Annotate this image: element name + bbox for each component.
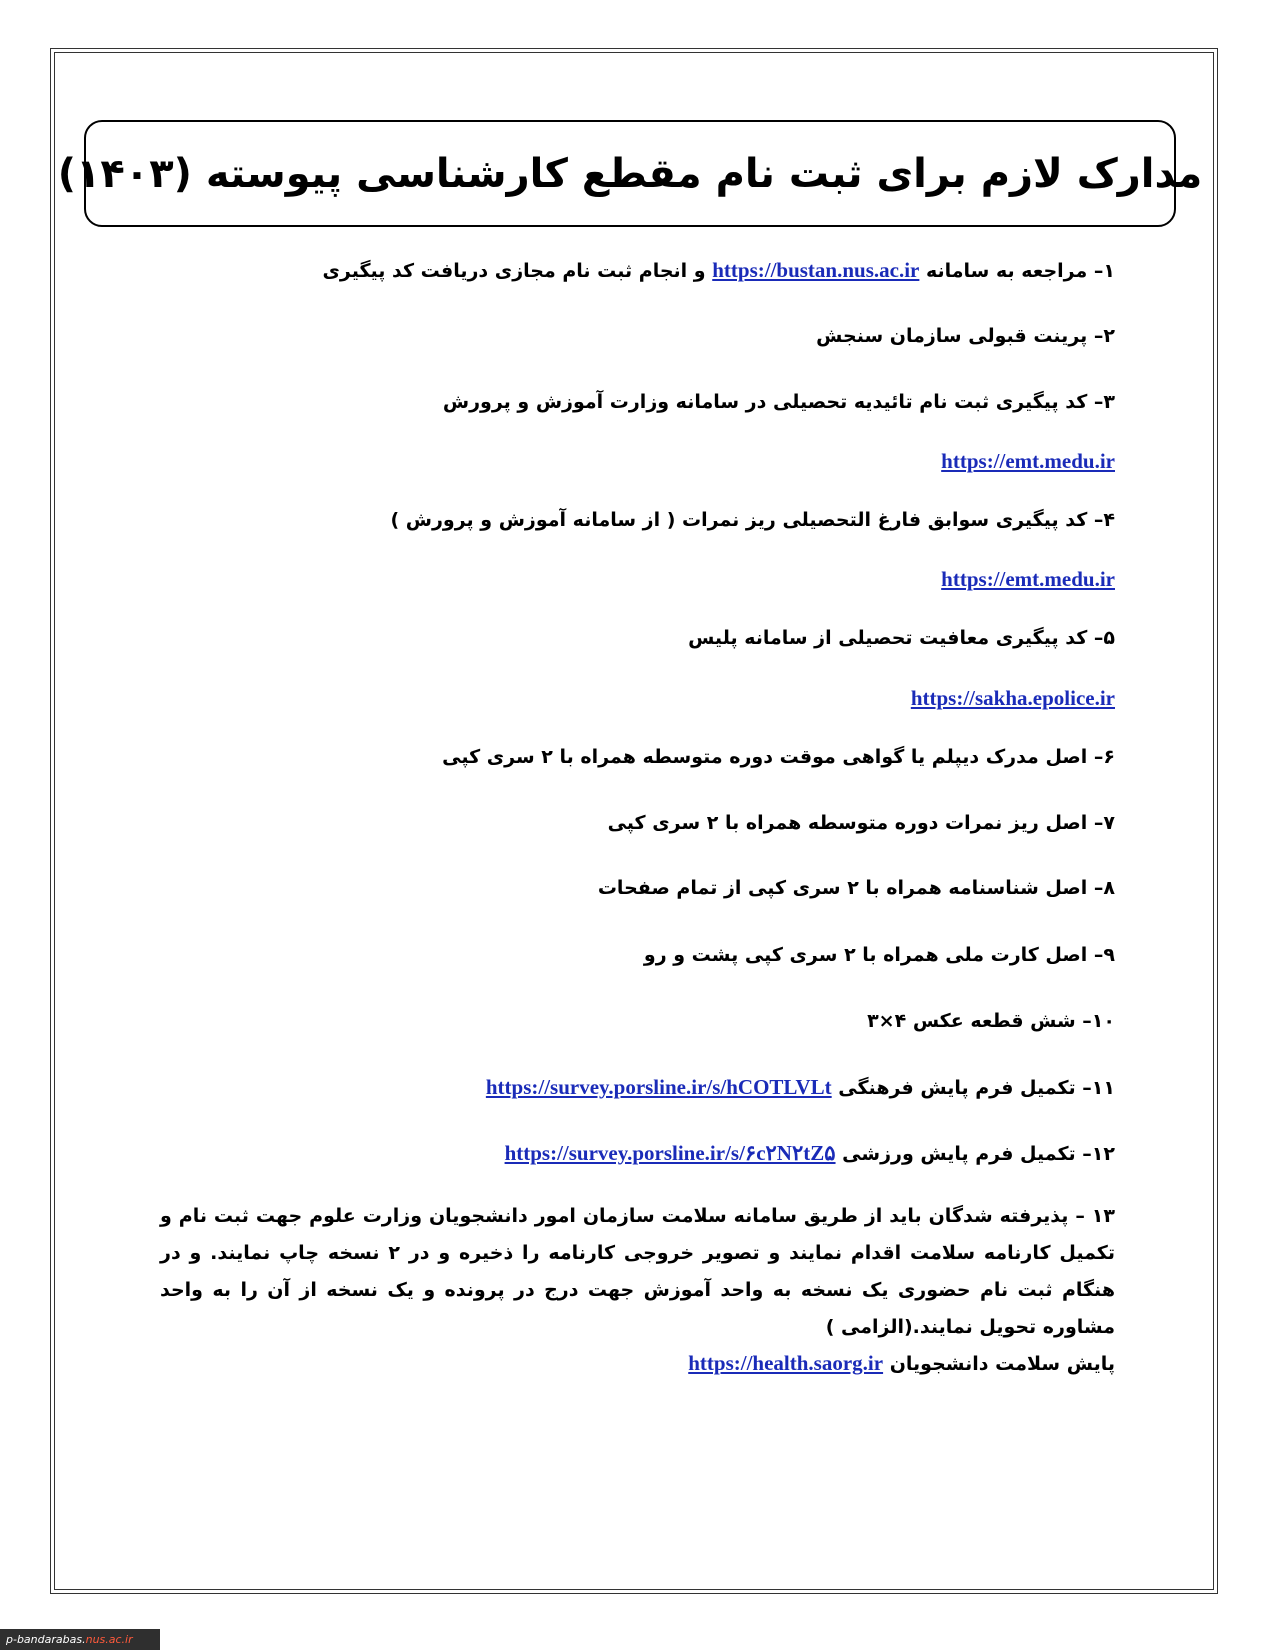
list-item-12 [505,1139,1115,1168]
bustan-link[interactable]: https://bustan.nus.ac.ir [712,258,920,282]
emt-link-2[interactable]: https://emt.medu.ir [941,567,1115,591]
health-monitoring-row [688,1349,1115,1378]
item-1-text-after: و انجام ثبت نام مجازی دریافت کد پیگیری [322,260,713,282]
sports-survey-link[interactable]: https://survey.porsline.ir/s/۶c۲N۲tZ۵ [504,1141,836,1165]
item-1-text-before: ۱– مراجعه به سامانه [919,260,1115,282]
list-item-7: ۷– اصل ریز نمرات دوره متوسطه همراه با ۲ سری کپی [607,812,1115,834]
health-link[interactable]: https://health.saorg.ir [688,1351,884,1375]
page-title: مدارک لازم برای ثبت نام مقطع کارشناسی پیوسته (۱۴۰۳) [57,150,1203,197]
list-item-4-link-row [941,565,1115,595]
list-item-1 [322,256,1115,285]
title-box [57,120,1203,227]
health-label: پایش سلامت دانشجویان [883,1353,1115,1375]
item-11-text: ۱۱– تکمیل فرم پایش فرهنگی [831,1077,1115,1099]
list-item-10: ۱۰– شش قطعه عکس ۴×۳ [867,1010,1115,1032]
watermark-prefix: p-bandarabas. [6,1633,86,1646]
list-item-13-paragraph: ۱۳ – پذیرفته شدگان باید از طریق سامانه سلامت سازمان امور دانشجویان وزارت علوم جهت ثبت نام و تکمیل کارنامه سلامت اقدام نمایند و تصویر خروجی کارنامه را ذخیره و در ۲ نسخه چاپ نمایند. و در هنگام ثبت نام حضوری یک نسخه به واحد آموزش جهت درج در پرونده و یک نسخه از آن را به واحد مشاوره تحویل نمایند.(الزامی ) [160,1205,1115,1338]
epolice-link[interactable]: https://sakha.epolice.ir [910,686,1115,710]
list-item-4: ۴– کد پیگیری سوابق فارغ التحصیلی ریز نمرات ( از سامانه آموزش و پرورش ) [390,509,1115,531]
list-item-8: ۸– اصل شناسنامه همراه با ۲ سری کپی از تمام صفحات [597,877,1115,899]
list-item-5: ۵– کد پیگیری معافیت تحصیلی از سامانه پلیس [688,627,1115,649]
cultural-survey-link[interactable]: https://survey.porsline.ir/s/hCOTLVLt [485,1075,832,1099]
emt-link-1[interactable]: https://emt.medu.ir [941,449,1115,473]
list-item-3: ۳– کد پیگیری ثبت نام تائیدیه تحصیلی در سامانه وزارت آموزش و پرورش [442,391,1115,413]
list-item-2: ۲– پرینت قبولی سازمان سنجش [816,325,1115,347]
item-12-text: ۱۲– تکمیل فرم پایش ورزشی [835,1143,1115,1165]
list-item-9: ۹– اصل کارت ملی همراه با ۲ سری کپی پشت و رو [643,944,1115,966]
list-item-6: ۶– اصل مدرک دیپلم یا گواهی موقت دوره متوسطه همراه با ۲ سری کپی [442,746,1115,768]
list-item-3-link-row [941,447,1115,477]
list-item-5-link-row [911,684,1115,714]
watermark-accent: nus.ac.ir [85,1633,133,1646]
list-item-11 [486,1073,1115,1102]
site-watermark [0,1629,160,1650]
